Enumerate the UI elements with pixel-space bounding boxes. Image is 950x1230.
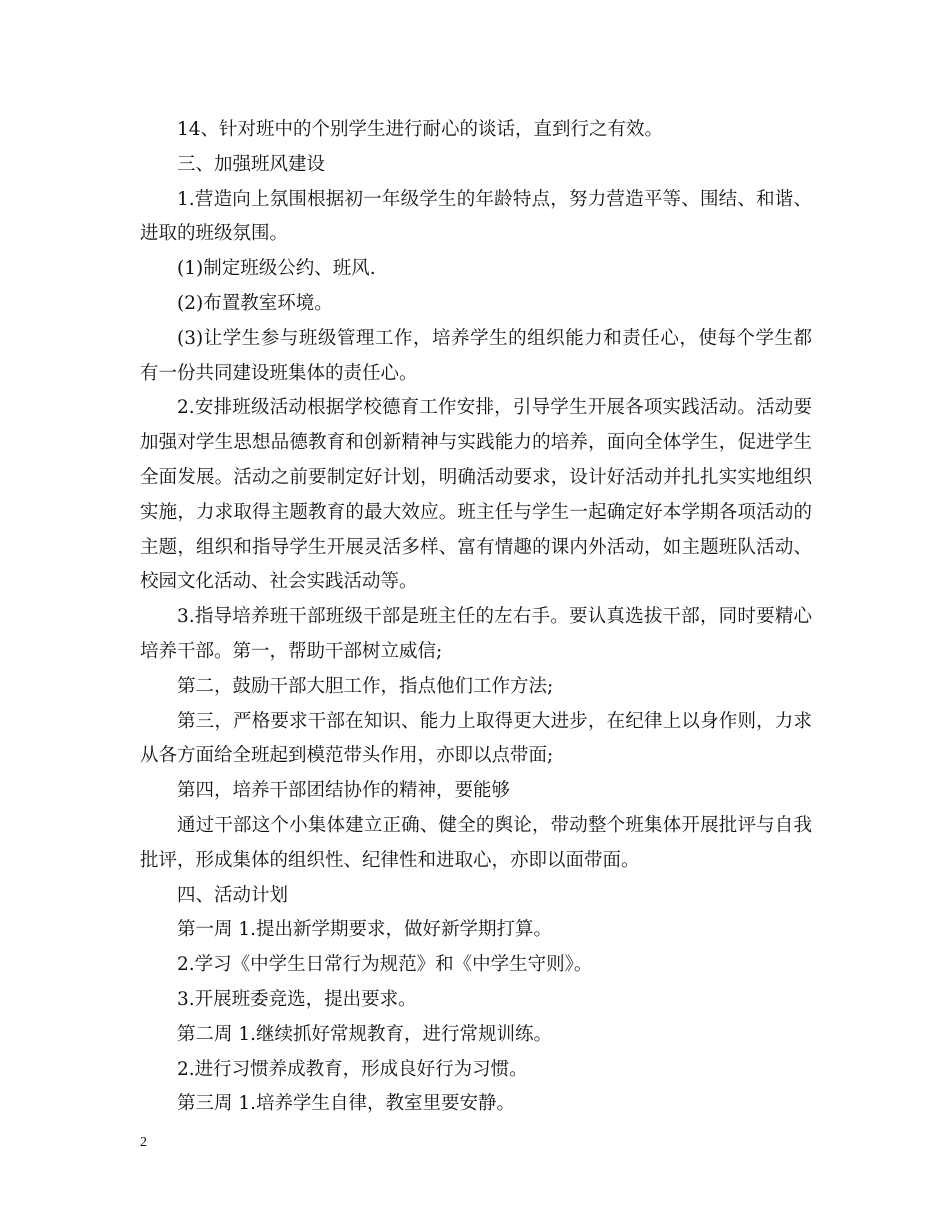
plan-item: 第三周 1.培养学生自律，教室里要安静。 <box>177 1093 516 1115</box>
paragraph: 第四，培养干部团结协作的精神，要能够 <box>177 780 511 802</box>
list-item: (2)布置教室环境。 <box>177 292 333 314</box>
plan-item: 2.学习《中学生日常行为规范》和《中学生守则》。 <box>177 954 593 976</box>
paragraph: 第三，严格要求干部在知识、能力上取得更大进步，在纪律上以身作则，力求从各方面给全班起到模范带头作用，亦即以点带面; <box>140 710 812 767</box>
section-heading: 三、加强班风建设 <box>177 153 326 175</box>
plan-item: 2.进行习惯养成教育，形成良好行为习惯。 <box>177 1058 528 1080</box>
section-heading: 四、活动计划 <box>177 884 289 906</box>
page-number: 2 <box>140 1135 147 1150</box>
paragraph: 通过干部这个小集体建立正确、健全的舆论，带动整个班集体开展批评与自我批评，形成集体的组织性、纪律性和进取心，亦即以面带面。 <box>140 814 812 871</box>
paragraph: 14、针对班中的个别学生进行耐心的谈话，直到行之有效。 <box>177 119 664 140</box>
paragraph: 3.指导培养班干部班级干部是班主任的左右手。要认真选拔干部，同时要精心培养干部。第一，帮助干部树立威信; <box>140 606 812 662</box>
plan-item: 第二周 1.继续抓好常规教育，进行常规训练。 <box>177 1023 553 1045</box>
paragraph: 2.安排班级活动根据学校德育工作安排，引导学生开展各项实践活动。活动要加强对学生思想品德教育和创新精神与实践能力的培养，面向全体学生，促进学生全面发展。活动之前要制定好计划，明确活动要求，设计好活动并扎扎实实地组织实施，力求取得主题教育的最大效应。班主任与学生一起确定好本学期各项活动的主题，组织和指导学生开展灵活多样、富有情趣的课内外活动，如主题班队活动、校园文化活动、社会实践活动等。 <box>140 397 812 593</box>
list-item: (3)让学生参与班级管理工作，培养学生的组织能力和责任心，使每个学生都有一份共同建设班集体的责任心。 <box>140 327 812 384</box>
paragraph: 1.营造向上氛围根据初一年级学生的年龄特点，努力营造平等、围结、和谐、进取的班级氛围。 <box>140 188 812 245</box>
plan-item: 3.开展班委竞选，提出要求。 <box>177 988 417 1010</box>
paragraph: 第二，鼓励干部大胆工作，指点他们工作方法; <box>177 675 554 697</box>
plan-item: 第一周 1.提出新学期要求，做好新学期打算。 <box>177 919 553 941</box>
list-item: (1)制定班级公约、班风. <box>177 258 376 280</box>
document-body <box>140 113 812 1122</box>
